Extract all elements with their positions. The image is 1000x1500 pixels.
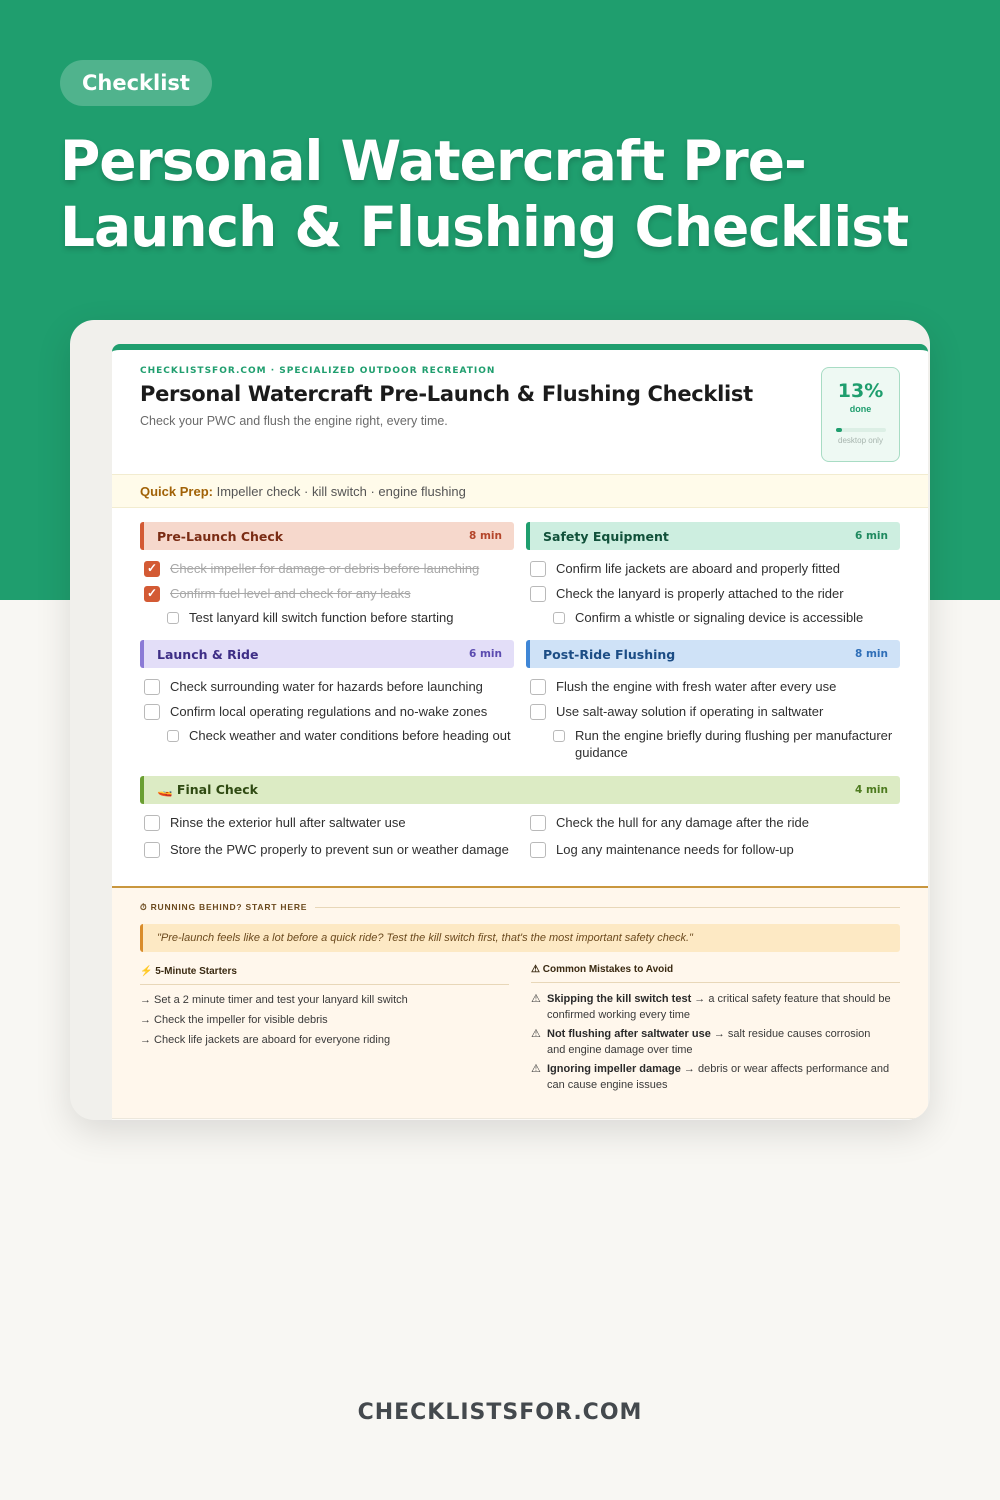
mistake-detail: → salt residue causes corrosion and engine damage over time — [547, 1028, 871, 1056]
item-text: Confirm a whistle or signaling device is accessible — [575, 610, 864, 625]
item-text: Check the lanyard is properly attached to the rider — [556, 586, 844, 601]
mistake-item — [531, 991, 891, 1023]
quick-prep-bar — [112, 474, 928, 508]
starters-title: ⚡ 5-Minute Starters — [140, 966, 237, 977]
checkbox[interactable] — [167, 612, 179, 624]
checklist-subitem[interactable] — [140, 727, 514, 744]
item-text: Confirm fuel level and check for any leaks — [170, 586, 411, 601]
section-title: Pre-Launch Check — [157, 528, 284, 544]
checkbox[interactable] — [530, 586, 546, 602]
running-behind-title: ⏱ RUNNING BEHIND? START HERE — [140, 902, 308, 912]
item-text: Test lanyard kill switch function before starting — [189, 610, 454, 625]
checklist-subitem[interactable] — [140, 609, 514, 626]
section-safety-equipment — [526, 522, 900, 626]
site-eyebrow: CHECKLISTSFOR.COM · SPECIALIZED OUTDOOR RECREATION — [140, 366, 496, 376]
item-text: Flush the engine with fresh water after every use — [556, 679, 837, 694]
checkbox[interactable] — [530, 679, 546, 695]
section-time: 8 min — [855, 648, 888, 660]
item-text: Check weather and water conditions before heading out — [189, 728, 511, 743]
checklist-subitem[interactable] — [526, 609, 900, 626]
card-footer — [112, 1118, 928, 1120]
checkbox[interactable] — [144, 679, 160, 695]
card-header — [112, 350, 928, 474]
section-header[interactable] — [140, 522, 514, 550]
warning-icon: ⚠ — [531, 993, 541, 1005]
checklist-card — [112, 344, 928, 1120]
mistake-label: Ignoring impeller damage — [547, 1063, 681, 1075]
progress-note: desktop only — [838, 436, 883, 445]
final-check-left-column — [140, 814, 514, 858]
checkbox-checked[interactable]: ✓ — [144, 561, 160, 577]
checklist-item[interactable] — [526, 841, 900, 858]
progress-widget — [821, 367, 900, 462]
section-time: 4 min — [855, 784, 888, 796]
screenshot-frame — [70, 320, 930, 1120]
checklist-subitem[interactable] — [526, 727, 900, 761]
item-text: Confirm local operating regulations and no-wake zones — [170, 704, 488, 719]
item-text: Rinse the exterior hull after saltwater use — [170, 815, 406, 830]
section-launch-ride — [140, 640, 514, 744]
checklist-item[interactable] — [140, 585, 514, 602]
starter-item: → Check the impeller for visible debris — [140, 1014, 328, 1026]
checkbox-checked[interactable]: ✓ — [144, 586, 160, 602]
checklist-item[interactable] — [140, 841, 514, 858]
mistake-detail: → debris or wear affects performance and can cause engine issues — [547, 1063, 890, 1091]
section-title: Launch & Ride — [157, 646, 259, 662]
checkbox[interactable] — [167, 730, 179, 742]
checklist-item[interactable] — [526, 585, 900, 602]
section-title: Safety Equipment — [543, 528, 669, 544]
checklist-item[interactable] — [526, 814, 900, 831]
item-text: Check surrounding water for hazards before launching — [170, 679, 483, 694]
progress-fill — [836, 428, 843, 432]
site-footer[interactable]: CHECKLISTSFOR.COM — [357, 1400, 643, 1425]
running-behind-panel — [112, 888, 928, 1118]
running-behind-heading — [140, 902, 900, 913]
mistakes-rule — [531, 982, 900, 983]
section-time: 6 min — [469, 648, 502, 660]
final-check-right-column — [526, 814, 900, 858]
mistake-detail: → a critical safety feature that should be confirmed working every time — [547, 993, 891, 1021]
item-text: Confirm life jackets are aboard and properly fitted — [556, 561, 840, 576]
checkbox[interactable] — [530, 842, 546, 858]
checklist-item[interactable] — [526, 560, 900, 577]
checkbox[interactable] — [530, 561, 546, 577]
quick-prep-label: Quick Prep: — [140, 484, 213, 499]
starter-item: → Set a 2 minute timer and test your lanyard kill switch — [140, 994, 408, 1006]
checklist-item[interactable] — [140, 678, 514, 695]
section-header[interactable] — [140, 640, 514, 668]
item-text: Check the hull for any damage after the ride — [556, 815, 809, 830]
progress-label: done — [849, 404, 872, 414]
mistake-item — [531, 1061, 891, 1093]
warning-icon: ⚠ — [531, 1063, 541, 1075]
checklist-item[interactable] — [140, 560, 514, 577]
mistake-label: Not flushing after saltwater use — [547, 1028, 711, 1040]
checkbox[interactable] — [530, 704, 546, 720]
mistake-label: Skipping the kill switch test — [547, 993, 692, 1005]
checklist-item[interactable] — [140, 814, 514, 831]
mistake-item — [531, 1026, 891, 1058]
mistakes-title: ⚠ Common Mistakes to Avoid — [531, 964, 674, 975]
checklist-item[interactable] — [140, 703, 514, 720]
checkbox[interactable] — [553, 730, 565, 742]
section-header[interactable] — [526, 640, 900, 668]
checklist-item[interactable] — [526, 703, 900, 720]
section-title: 🚤 Final Check — [157, 782, 258, 797]
item-text: Use salt-away solution if operating in saltwater — [556, 704, 824, 719]
page-subtitle: Check your PWC and flush the engine right, every time. — [140, 414, 448, 428]
section-title: Post-Ride Flushing — [543, 646, 676, 662]
warning-icon: ⚠ — [531, 1028, 541, 1040]
category-badge: Checklist — [60, 60, 212, 106]
quick-prep-text: Impeller check · kill switch · engine flushing — [216, 484, 466, 499]
section-time: 8 min — [469, 530, 502, 542]
item-text: Log any maintenance needs for follow-up — [556, 842, 794, 857]
section-time: 6 min — [855, 530, 888, 542]
progress-bar — [836, 428, 886, 432]
heading-rule — [315, 907, 900, 908]
checkbox[interactable] — [530, 815, 546, 831]
section-header[interactable] — [140, 776, 900, 804]
page-title: Personal Watercraft Pre-Launch & Flushing Checklist — [140, 382, 753, 406]
checklist-item[interactable] — [526, 678, 900, 695]
section-post-ride-flushing — [526, 640, 900, 761]
checkbox[interactable] — [553, 612, 565, 624]
item-text: Check impeller for damage or debris before launching — [170, 561, 480, 576]
progress-percent: 13% — [837, 380, 884, 402]
checkbox[interactable] — [144, 842, 160, 858]
tip-quote: "Pre-launch feels like a lot before a quick ride? Test the kill switch first, that's the most important safety check." — [140, 924, 900, 952]
hero-title: Personal Watercraft Pre-Launch & Flushing Checklist — [60, 129, 909, 259]
item-text: Store the PWC properly to prevent sun or weather damage — [170, 842, 509, 857]
starters-rule — [140, 984, 509, 985]
checkbox[interactable] — [144, 815, 160, 831]
item-text: Run the engine briefly during flushing per manufacturer guidance — [575, 728, 893, 760]
section-final-check — [140, 776, 900, 804]
section-pre-launch — [140, 522, 514, 626]
section-header[interactable] — [526, 522, 900, 550]
starter-item: → Check life jackets are aboard for everyone riding — [140, 1034, 391, 1046]
checkbox[interactable] — [144, 704, 160, 720]
